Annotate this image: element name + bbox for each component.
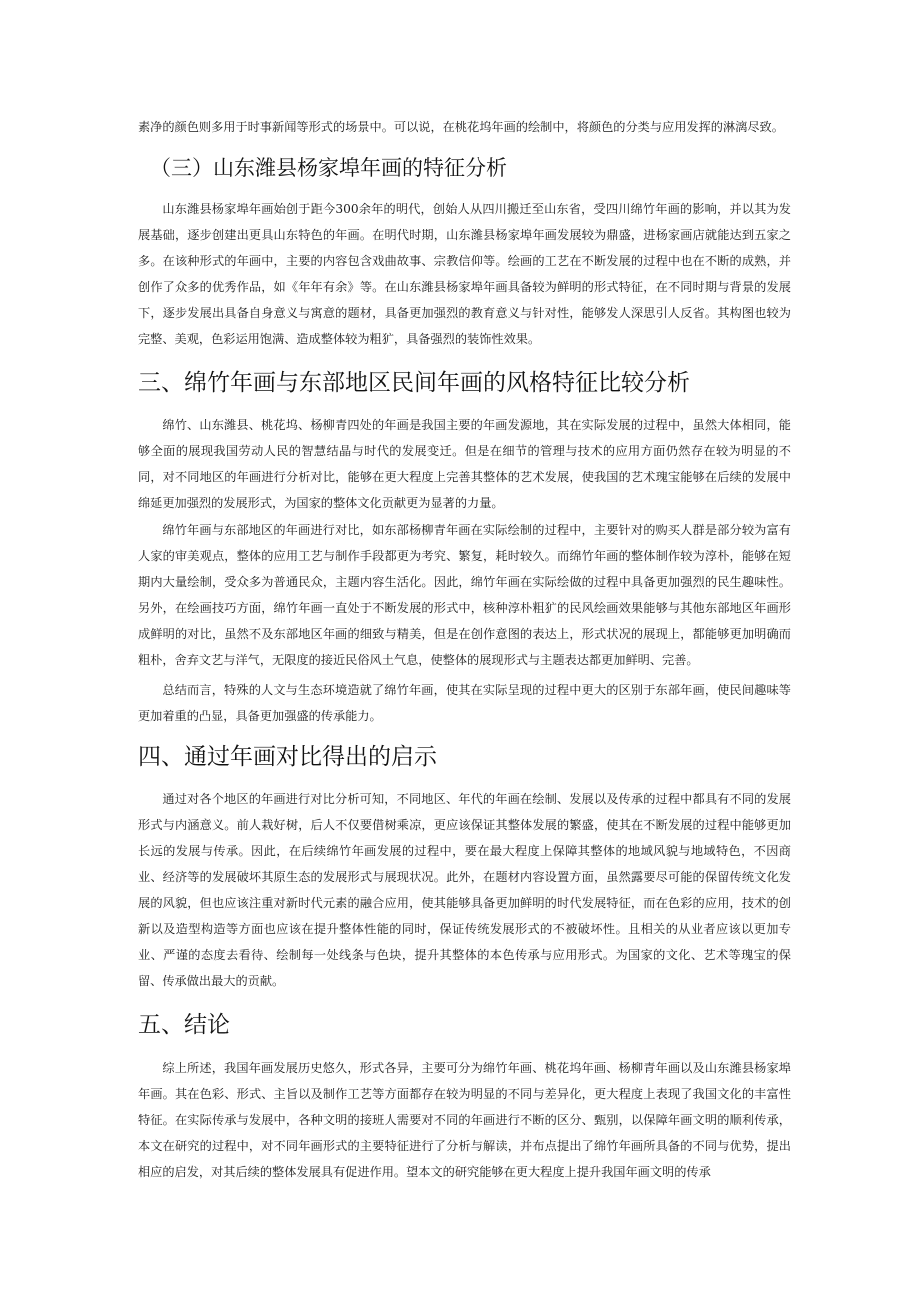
paragraph-implications: 通过对各个地区的年画进行对比分析可知，不同地区、年代的年画在绘制、发展以及传承的过程中都具有不同的发展形式与内涵意义。前人栽好树，后人不仅要借树乘凉，更应该保证其整体发展的繁盛，使其在不断发展的过程中能够更加长远的发展与传承。因此，在后续绵竹年画发展的过程中，要在最大程度上保障其整体的地域风貌与地域特色，不因商业、经济等的发展破坏其原生态的发展形式与展现状况。此外，在题材内容设置方面，虽然露要尽可能的保留传统文化发展的风貌，但也应该注重对新时代元素的融合应用，使其能够具备更加鲜明的时代发展特征，而在色彩的应用，技术的创新以及造型构造等方面也应该在提升整体性能的同时，保证传统发展形式的不被破坏性。且相关的从业者应该以更加专业、严谨的态度去看待、绘制每一处线条与色块，提升其整体的本色传承与应用形式。为国家的文化、艺术等瑰宝的保留、传承做出最大的贡献。	[138, 792, 791, 988]
subsection-heading-3: （三）山东潍县杨家埠年画的特征分析	[150, 156, 507, 180]
paragraph-comparison-summary: 总结而言，特殊的人文与生态环境造就了绵竹年画，使其在实际呈现的过程中更大的区别于东部年画，使民间趣味等更加着重的凸显，具备更加强盛的传承能力。	[138, 683, 791, 723]
paragraph-yangjiabu: 山东潍县杨家埠年画始创于距今300余年的明代，创始人从四川搬迁至山东省，受四川绵竹年画的影响，并以其为发展基础，逐步创建出更具山东特色的年画。在明代时期，山东潍县杨家埠年画发展较为鼎盛，进杨家画店就能达到五家之多。在该种形式的年画中，主要的内容包含戏曲故事、宗教信仰等。绘画的工艺在不断发展的过程中也在不断的成熟，并创作了众多的优秀作品，如《年年有余》等。在山东潍县杨家埠年画具备较为鲜明的形式特征，在不同时期与背景的发展下，逐步发展出具备自身意义与寓意的题材，具备更加强烈的教育意义与针对性，能够发人深思引人反省。其构图也较为完整、美观，色彩运用饱满、造成整体较为粗犷，具备强烈的装饰性效果。	[138, 202, 791, 346]
paragraph-comparison-intro: 绵竹、山东潍县、桃花坞、杨柳青四处的年画是我国主要的年画发源地，其在实际发展的过程中，虽然大体相同，能够全面的展现我国劳动人民的智慧结晶与时代的发展变迁。但是在细节的管理与技术的应用方面仍然存在较为明显的不同，对不同地区的年画进行分析对比，能够在更大程度上完善其整体的艺术发展，使我国的艺术瑰宝能够在后续的发展中绵延更加强烈的发展形式，为国家的整体文化贡献更为显著的力量。	[138, 418, 791, 510]
section-heading-5: 五、结论	[138, 1012, 230, 1038]
section-heading-4: 四、通过年画对比得出的启示	[138, 744, 437, 770]
paragraph-comparison-detail: 绵竹年画与东部地区的年画进行对比，如东部杨柳青年画在实际绘制的过程中，主要针对的购买人群是部分较为富有人家的审美观点，整体的应用工艺与制作手段都更为考究、繁复，耗时较久。而绵竹年画的整体制作较为淳朴，能够在短期内大量绘制，受众多为普通民众，主题内容生活化。因此，绵竹年画在实际绘做的过程中具备更加强烈的民生趣味性。另外，在绘画技巧方面，绵竹年画一直处于不断发展的形式中，核种淳朴粗犷的民风绘画效果能够与其他东部地区年画形成鲜明的对比，虽然不及东部地区年画的细致与精美，但是在创作意图的表达上，形式状况的展现上，都能够更加明确而粗朴，舍弃文艺与洋气，无限度的接近民俗风土气息，使整体的展现形式与主题表达都更加鲜明、完善。	[138, 523, 791, 667]
section-heading-3: 三、绵竹年画与东部地区民间年画的风格特征比较分析	[138, 370, 690, 396]
paragraph-continuation: 素净的颜色则多用于时事新闻等形式的场景中。可以说，在桃花坞年画的绘制中，将颜色的分类与应用发挥的淋漓尽致。	[138, 120, 784, 134]
paragraph-conclusion: 综上所述，我国年画发展历史悠久，形式各异，主要可分为绵竹年画、桃花坞年画、杨柳青年画以及山东潍县杨家埠年画。其在色彩、形式、主旨以及制作工艺等方面都存在较为明显的不同与差异化，更大程度上表现了我国文化的丰富性特征。在实际传承与发展中，各种文明的接班人需要对不同的年画进行不断的区分、甄别，以保障年画文明的顺利传承，本文在研究的过程中，对不同年画形式的主要特征进行了分析与解读，并布点提出了绵竹年画所具备的不同与优势，提出相应的启发，对其后续的整体发展具有促进作用。望本文的研究能够在更大程度上提升我国年画文明的传承	[138, 1061, 791, 1179]
